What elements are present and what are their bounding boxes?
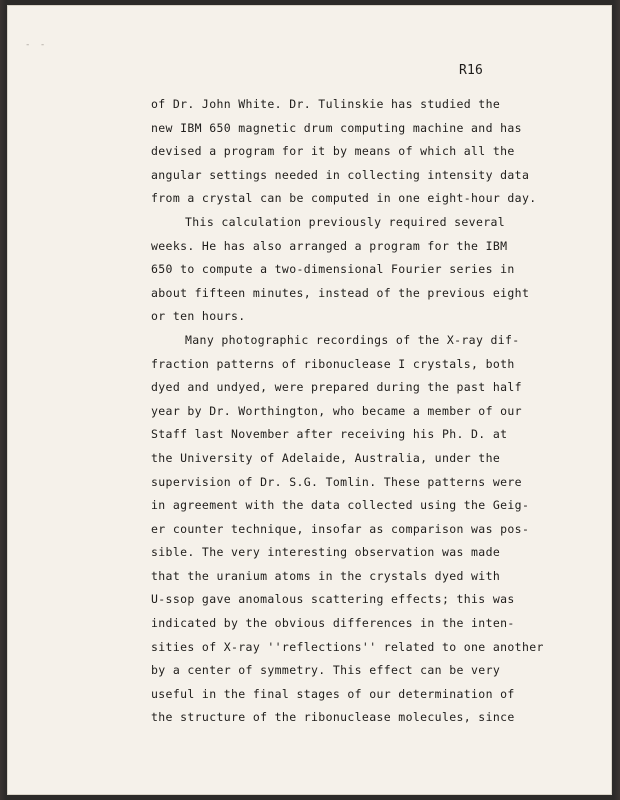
text-line: indicated by the obvious differences in the inten- (151, 616, 515, 631)
text-line: dyed and undyed, were prepared during the past half (151, 380, 522, 395)
typewritten-page (7, 5, 612, 795)
text-line: fraction patterns of ribonuclease I crystals, both (151, 356, 515, 371)
text-line: This calculation previously required several (185, 214, 506, 229)
text-line: or ten hours. (151, 309, 246, 324)
text-line: devised a program for it by means of which all the (151, 144, 515, 159)
text-line: from a crystal can be computed in one eight-hour day. (151, 191, 537, 206)
text-line: the structure of the ribonuclease molecules, since (151, 710, 515, 725)
text-line: of Dr. John White. Dr. Tulinskie has studied the (151, 97, 501, 111)
text-line: er counter technique, insofar as comparison was pos- (151, 521, 530, 536)
scan-mark: - - (25, 40, 48, 50)
text-line: angular settings needed in collecting intensity data (151, 167, 530, 182)
paragraph-xray-recordings (151, 329, 544, 730)
text-line: useful in the final stages of our determination of (151, 686, 515, 701)
text-line: supervision of Dr. S.G. Tomlin. These patterns were (151, 474, 522, 489)
text-line: sible. The very interesting observation was made (151, 545, 501, 560)
text-line: by a center of symmetry. This effect can be very (151, 663, 501, 678)
document-body (151, 93, 544, 730)
text-line: the University of Adelaide, Australia, under the (151, 450, 501, 465)
text-line: Many photographic recordings of the X-ray dif- (185, 332, 520, 347)
paragraph-calculation-time (151, 211, 530, 329)
text-line: weeks. He has also arranged a program for the IBM (151, 238, 508, 253)
text-line: sities of X-ray ''reflections'' related to one another (151, 639, 544, 654)
text-line: in agreement with the data collected using the Geig- (151, 498, 530, 513)
text-line: Staff last November after receiving his Ph. D. at (151, 427, 508, 442)
text-line: year by Dr. Worthington, who became a member of our (151, 403, 522, 418)
text-line: new IBM 650 magnetic drum computing machine and has (151, 120, 522, 135)
text-line: that the uranium atoms in the crystals dyed with (151, 568, 501, 583)
page-number: R16 (459, 63, 484, 78)
text-line: 650 to compute a two-dimensional Fourier series in (151, 262, 515, 277)
text-line: U-ssop gave anomalous scattering effects; this was (151, 592, 515, 607)
text-line: about fifteen minutes, instead of the previous eight (151, 285, 530, 300)
paragraph-computing-program (151, 93, 537, 211)
